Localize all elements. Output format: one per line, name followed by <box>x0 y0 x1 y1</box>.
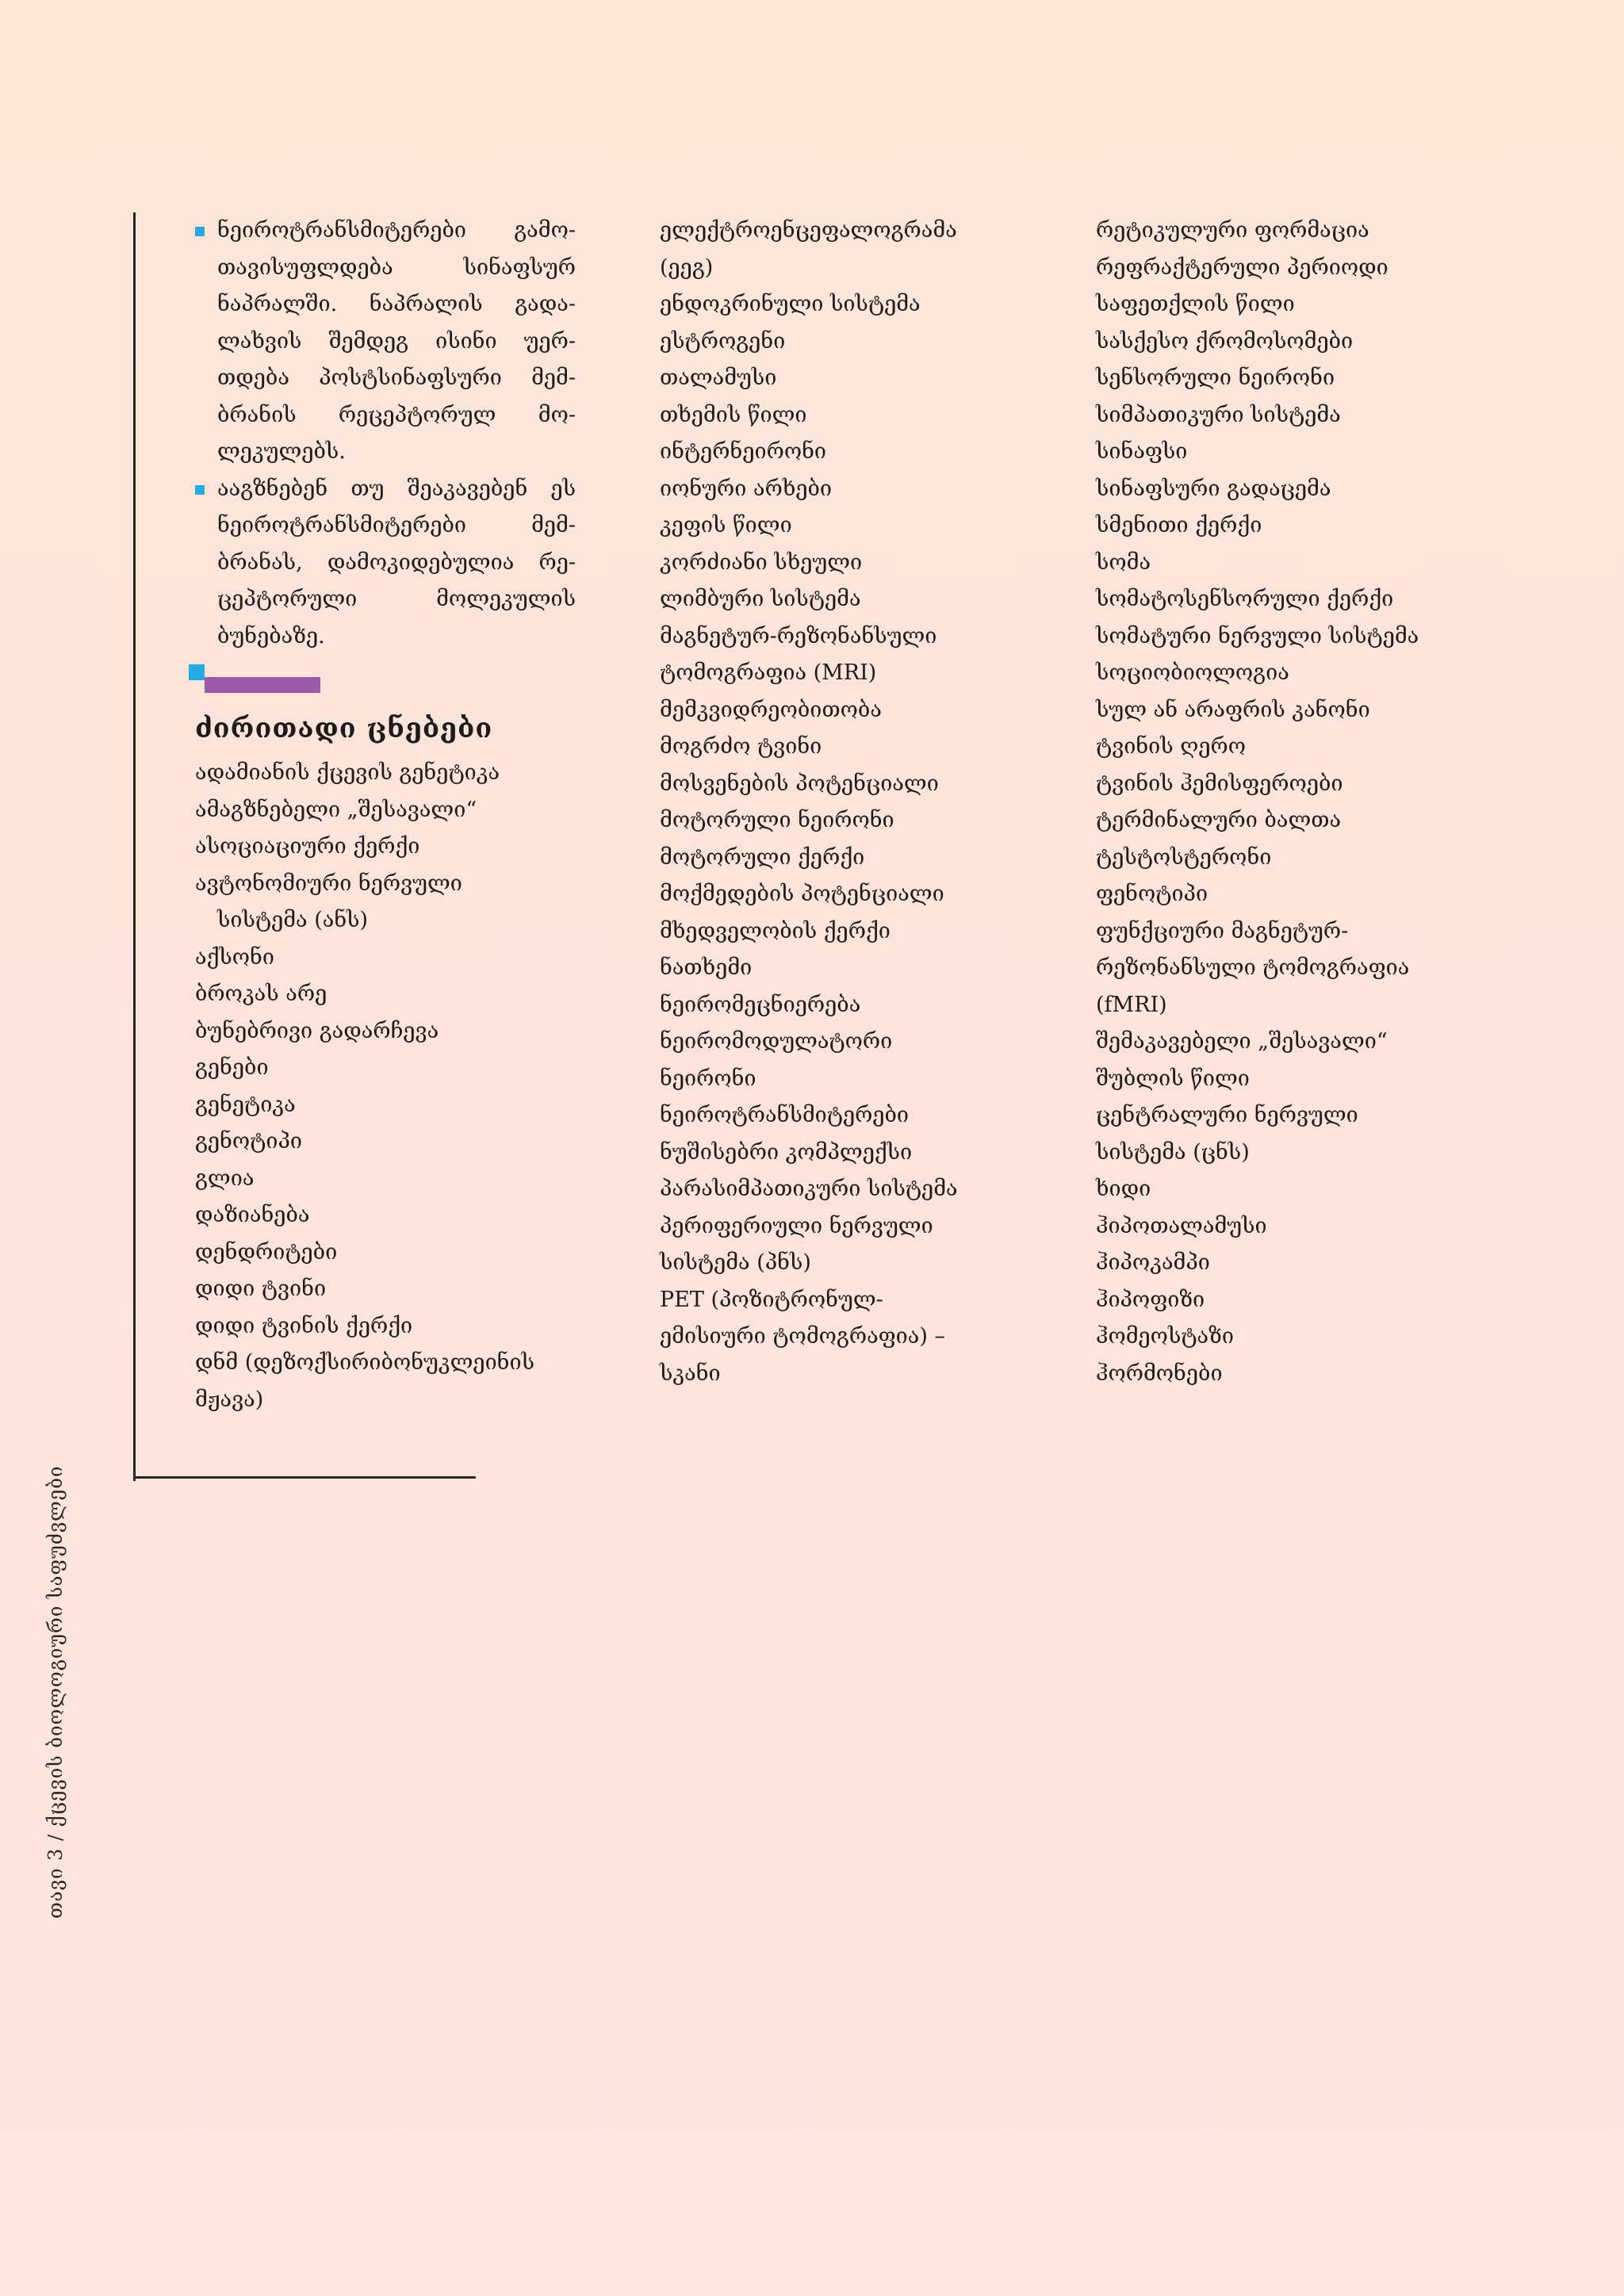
term-item: ადამიანის ქცევის გენეტიკა <box>195 760 500 785</box>
term-item: გლია <box>195 1165 255 1191</box>
term-item: კეფის წილი <box>660 513 792 538</box>
term-item: რეზონანსული ტომოგრაფია <box>1096 955 1410 980</box>
term-item: დენდრიტები <box>195 1239 338 1265</box>
section-title: ძირითადი ცნებები <box>195 713 493 744</box>
term-item: ენდოკრინული სისტემა <box>660 292 921 316</box>
bullet-line: ცეპტორული მოლეკულის <box>217 587 576 611</box>
chapter-running-title: თავი 3 / ქცევის ბიოლოგიური საფუძვლები <box>44 1465 67 1919</box>
terms-list-col3 <box>1096 212 1540 1392</box>
term-item: სომატოსენსორული ქერქი <box>1096 587 1394 611</box>
term-item: ტვინის ღერო <box>1096 734 1247 759</box>
decor-square-icon <box>189 664 205 680</box>
term-item: სიმპათიკური სისტემა <box>1096 402 1341 427</box>
term-item: კორძიანი სხეული <box>660 549 863 575</box>
term-item: ელექტროენცეფალოგრამა <box>660 218 957 243</box>
bullet-line: ლეკულებს. <box>217 439 346 464</box>
term-item: იონური არხები <box>660 476 833 501</box>
term-item: ემისიური ტომოგრაფია) – <box>660 1324 945 1349</box>
term-item: დაზიანება <box>195 1203 310 1227</box>
frame-horizontal-rule <box>133 1476 476 1479</box>
term-item: სულ ან არაფრის კანონი <box>1096 697 1370 722</box>
term-item: დნმ (დეზოქსირიბონუკლეინის <box>195 1350 534 1375</box>
term-item: სკანი <box>660 1360 721 1386</box>
term-item: ლიმბური სისტემა <box>660 587 861 611</box>
term-item: ნეირომოდულატორი <box>660 1029 893 1054</box>
term-item: რეფრაქტერული პერიოდი <box>1096 254 1388 280</box>
term-item: (fMRI) <box>1096 992 1167 1017</box>
term-item: ნუშისებრი კომპლექსი <box>660 1139 913 1165</box>
term-item: სინაფსური გადაცემა <box>1096 476 1331 501</box>
term-item: მოქმედების პოტენციალი <box>660 882 944 906</box>
term-item: ცენტრალური ნერვული <box>1096 1103 1358 1127</box>
term-item: სოციობიოლოგია <box>1096 660 1289 685</box>
term-item: პარასიმპათიკური სისტემა <box>660 1177 958 1201</box>
term-item: აქსონი <box>195 944 274 970</box>
term-item: დიდი ტვინის ქერქი <box>195 1313 413 1338</box>
term-item: ნათხემი <box>660 955 753 980</box>
bullet-line: ლახვის შემდეგ ისინი უერ- <box>217 328 576 354</box>
bullet-line: ბრანას, დამოკიდებულია რე- <box>217 549 576 575</box>
term-item: მხედველობის ქერქი <box>660 918 891 943</box>
term-item: ნეირონი <box>660 1066 756 1091</box>
term-item: ინტერნეირონი <box>660 439 827 464</box>
term-item: სომა <box>1096 549 1151 575</box>
term-item: სომატური ნერვული სისტემა <box>1096 623 1419 649</box>
term-item: პერიფერიული ნერვული <box>660 1213 933 1238</box>
term-item: გენოტიპი <box>195 1129 302 1154</box>
term-item: ხიდი <box>1096 1177 1151 1201</box>
term-item: მოსვენების პოტენციალი <box>660 771 939 796</box>
term-item: თხემის წილი <box>660 402 807 427</box>
term-item: ამაგზნებელი „შესავალი“ <box>195 797 477 822</box>
bullet-line: თდება პოსტსინაფსური მემ- <box>217 365 576 390</box>
term-item: შემაკავებელი „შესავალი“ <box>1096 1029 1388 1054</box>
terms-list-col1 <box>195 755 576 1418</box>
term-item: ფენოტიპი <box>1096 882 1208 906</box>
term-item: სასქესო ქრომოსომები <box>1096 328 1354 354</box>
term-item: მოტორული ქერქი <box>660 844 865 870</box>
term-item: ჰიპოკამპი <box>1096 1250 1210 1275</box>
term-item: ბუნებრივი გადარჩევა <box>195 1018 439 1043</box>
bullet-line: ააგზნებენ თუ შეაკავებენ ეს <box>217 476 576 501</box>
bullet-item-1 <box>195 212 576 471</box>
term-item: ფუნქციური მაგნეტურ- <box>1096 918 1349 943</box>
term-item: მოტორული ნეირონი <box>660 808 894 832</box>
terms-list-col2 <box>660 212 1056 1392</box>
term-item: ნეიროტრანსმიტერები <box>660 1103 910 1127</box>
term-item: მაგნეტურ-რეზონანსული <box>660 623 937 649</box>
term-item: საფეთქლის წილი <box>1096 292 1295 316</box>
term-item: სისტემა (ანს) <box>217 908 369 932</box>
term-item: სენსორული ნეირონი <box>1096 365 1335 390</box>
bullet-line: ნეიროტრანსმიტერები გამო- <box>217 218 576 243</box>
term-item: გენეტიკა <box>195 1092 296 1117</box>
term-item: მოგრძო ტვინი <box>660 734 822 759</box>
term-item: მემკვიდრეობითობა <box>660 697 882 722</box>
term-item: სმენითი ქერქი <box>1096 513 1262 538</box>
term-item: ტვინის ჰემისფეროები <box>1096 771 1343 796</box>
term-item: დიდი ტვინი <box>195 1276 327 1301</box>
term-item: ტესტოსტერონი <box>1096 844 1272 870</box>
term-item: ჰომეოსტაზი <box>1096 1324 1234 1349</box>
left-column <box>195 212 576 1418</box>
term-item: მჟავა) <box>195 1387 264 1412</box>
bullet-line: ნაპრალში. ნაპრალის გადა- <box>217 292 576 316</box>
term-item: გენები <box>195 1055 269 1080</box>
bullet-item-2 <box>195 471 576 656</box>
term-item: ასოციაციური ქერქი <box>195 834 420 859</box>
decor-bar <box>205 677 320 693</box>
term-item: PET (პოზიტრონულ- <box>660 1287 883 1312</box>
term-item: სინაფსი <box>1096 439 1188 464</box>
term-item: შუბლის წილი <box>1096 1066 1250 1091</box>
term-item: რეტიკულური ფორმაცია <box>1096 218 1369 243</box>
term-item: სისტემა (ცნს) <box>1096 1139 1250 1165</box>
frame-vertical-rule <box>133 212 136 1481</box>
term-item: ტერმინალური ბალთა <box>1096 808 1342 832</box>
term-item: თალამუსი <box>660 365 777 390</box>
term-item: (ეეგ) <box>660 254 714 280</box>
term-item: ტომოგრაფია (MRI) <box>660 660 877 685</box>
term-item: სისტემა (პნს) <box>660 1250 811 1275</box>
term-item: ჰიპოფიზი <box>1096 1287 1205 1312</box>
bullet-line: ბრანის რეცეპტორულ მო- <box>217 402 576 427</box>
term-item: ესტროგენი <box>660 328 786 354</box>
term-item: ჰორმონები <box>1096 1360 1223 1386</box>
bullet-line: ბუნებაზე. <box>217 623 325 649</box>
bullet-line: თავისუფლდება სინაფსურ <box>217 254 576 280</box>
term-item: ავტონომიური ნერვული <box>195 871 462 896</box>
term-item: ნეირომეცნიერება <box>660 992 861 1017</box>
section-decoration <box>195 664 576 709</box>
bullet-line: ნეიროტრანსმიტერები მემ- <box>217 513 576 538</box>
term-item: ბროკას არე <box>195 982 327 1006</box>
term-item: ჰიპოთალამუსი <box>1096 1213 1267 1238</box>
